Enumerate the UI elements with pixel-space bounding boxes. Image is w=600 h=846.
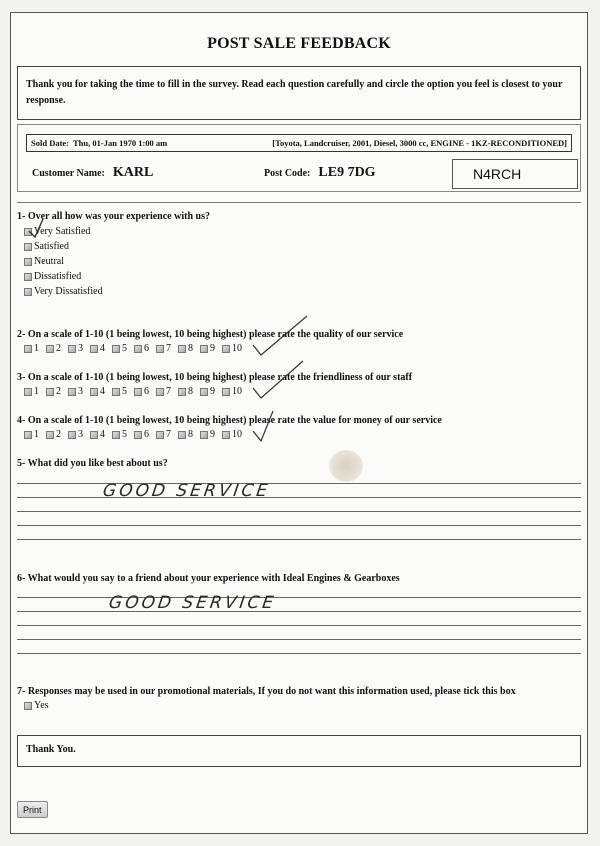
scale-option[interactable]: 4 [90,343,105,354]
scale-option[interactable]: 2 [46,429,61,440]
scale-option[interactable]: 8 [178,429,193,440]
q1-option[interactable]: Neutral [24,254,103,269]
customer-name-label: Customer Name: [32,168,105,179]
question-5: 5- What did you like best about us? [17,458,168,469]
scale-option[interactable]: 8 [178,386,193,397]
customer-name [32,165,153,181]
intro-box [17,66,581,120]
scale-option[interactable]: 10 [222,386,242,397]
question-2: 2- On a scale of 1-10 (1 being lowest, 10 being highest) please rate the quality of our service [17,329,404,340]
q2-scale [24,343,249,354]
q6-handwritten-answer: GOOD SERVICE [107,593,278,613]
scale-option[interactable]: 3 [68,386,83,397]
sold-date-value: Thu, 01-Jan 1970 1:00 am [73,138,168,148]
scale-option[interactable]: 8 [178,343,193,354]
q5-handwritten-answer: GOOD SERVICE [101,481,272,501]
thank-you-text: Thank You. [26,744,76,755]
scale-option[interactable]: 1 [24,386,39,397]
scale-option[interactable]: 7 [156,343,171,354]
q4-scale [24,429,249,440]
q7-options [24,698,49,713]
sold-date-label: Sold Date: [31,138,70,148]
checkbox[interactable] [24,243,32,251]
divider [17,202,581,203]
post-code-value: LE9 7DG [318,165,376,180]
customer-name-value: KARL [112,165,154,180]
scale-option[interactable]: 9 [200,386,215,397]
scale-option[interactable]: 2 [46,386,61,397]
scale-option[interactable]: 5 [112,386,127,397]
checkbox[interactable] [24,702,32,710]
feedback-form [10,12,588,834]
intro-text: Thank you for taking the time to fill in the survey. Read each question carefully and circle the option you feel is closest to your response. [26,79,563,106]
post-code-label: Post Code: [264,168,311,179]
checkbox[interactable] [24,273,32,281]
question-3: 3- On a scale of 1-10 (1 being lowest, 10 being highest) please rate the friendliness of our staff [17,372,413,383]
checkbox[interactable] [24,288,32,296]
scale-option[interactable]: 4 [90,429,105,440]
reference-code: N4RCH [452,159,578,189]
scale-option[interactable]: 1 [24,343,39,354]
thank-you-box [17,735,581,767]
print-button[interactable]: Print [17,801,48,818]
q1-options [24,224,103,299]
scale-option[interactable]: 1 [24,429,39,440]
scale-option[interactable]: 9 [200,343,215,354]
q1-option[interactable]: Very Dissatisfied [24,284,103,299]
question-7: 7- Responses may be used in our promotional materials, If you do not want this information used, please tick this box [17,686,516,697]
q6-answer-lines[interactable] [17,597,581,667]
question-4: 4- On a scale of 1-10 (1 being lowest, 10 being highest) please rate the value for money of our service [17,415,442,426]
checkbox[interactable] [24,258,32,266]
scale-option[interactable]: 3 [68,343,83,354]
question-1: 1- Over all how was your experience with us? [17,211,210,222]
sale-info-line [26,134,572,152]
q3-scale [24,386,249,397]
scale-option[interactable]: 3 [68,429,83,440]
q1-option[interactable]: Very Satisfied [24,224,103,239]
vehicle-info: [Toyota, Landcruiser, 2001, Diesel, 3000 cc, ENGINE - 1KZ-RECONDITIONED] [272,138,567,148]
scale-option[interactable]: 6 [134,429,149,440]
question-6: 6- What would you say to a friend about your experience with Ideal Engines & Gearboxes [17,573,400,584]
page-title: POST SALE FEEDBACK [207,35,391,52]
scale-option[interactable]: 5 [112,429,127,440]
scale-option[interactable]: 7 [156,386,171,397]
q7-option-yes[interactable]: Yes [24,698,49,713]
q1-option[interactable]: Dissatisfied [24,269,103,284]
scale-option[interactable]: 6 [134,386,149,397]
paper-stain [329,450,363,482]
q1-option[interactable]: Satisfied [24,239,103,254]
scale-option[interactable]: 2 [46,343,61,354]
scale-option[interactable]: 9 [200,429,215,440]
checkbox-checked[interactable] [24,228,32,236]
scale-option[interactable]: 4 [90,386,105,397]
scale-option[interactable]: 10 [222,343,242,354]
scale-option[interactable]: 10 [222,429,242,440]
sale-details [17,124,581,192]
scale-option[interactable]: 6 [134,343,149,354]
post-code [264,165,376,181]
scale-option[interactable]: 7 [156,429,171,440]
scale-option[interactable]: 5 [112,343,127,354]
